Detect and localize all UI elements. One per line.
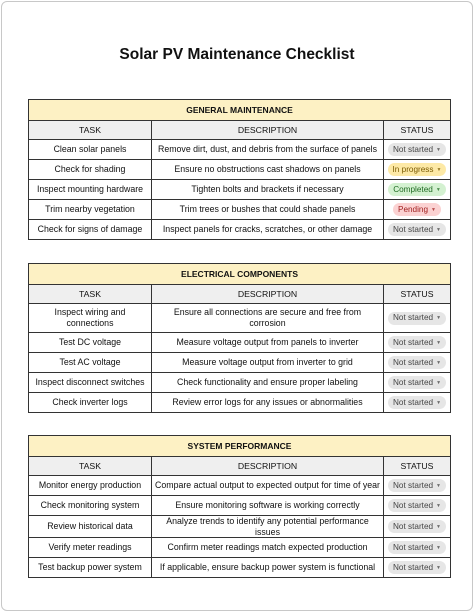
status-label: Not started bbox=[393, 337, 434, 347]
chevron-down-icon: ▼ bbox=[436, 166, 442, 173]
description-cell: Measure voltage output from panels to inverter bbox=[152, 333, 384, 353]
status-dropdown[interactable] bbox=[388, 520, 446, 533]
table-row bbox=[29, 304, 451, 333]
table-row bbox=[29, 538, 451, 558]
description-cell: Confirm meter readings match expected production bbox=[152, 538, 384, 558]
task-cell: Inspect disconnect switches bbox=[29, 373, 152, 393]
table-row bbox=[29, 558, 451, 578]
status-label: In progress bbox=[392, 164, 434, 174]
checklist-page bbox=[1, 1, 473, 611]
status-cell bbox=[384, 180, 451, 200]
task-cell: Inspect wiring and connections bbox=[29, 304, 152, 333]
column-header-task: TASK bbox=[29, 121, 152, 140]
task-cell: Test backup power system bbox=[29, 558, 152, 578]
chevron-down-icon: ▼ bbox=[436, 399, 442, 406]
task-cell: Check inverter logs bbox=[29, 393, 152, 413]
status-label: Not started bbox=[393, 562, 434, 572]
section-heading: GENERAL MAINTENANCE bbox=[29, 100, 451, 121]
task-cell: Trim nearby vegetation bbox=[29, 200, 152, 220]
status-label: Not started bbox=[393, 313, 434, 323]
status-cell bbox=[384, 476, 451, 496]
status-label: Not started bbox=[393, 500, 434, 510]
table-row bbox=[29, 393, 451, 413]
task-cell: Review historical data bbox=[29, 516, 152, 538]
description-cell: Remove dirt, dust, and debris from the surface of panels bbox=[152, 140, 384, 160]
status-cell bbox=[384, 140, 451, 160]
section-general-maintenance bbox=[28, 99, 451, 240]
status-cell bbox=[384, 393, 451, 413]
status-cell bbox=[384, 353, 451, 373]
status-cell bbox=[384, 496, 451, 516]
column-header-status: STATUS bbox=[384, 121, 451, 140]
status-label: Completed bbox=[393, 184, 433, 194]
status-label: Not started bbox=[393, 521, 434, 531]
status-dropdown[interactable] bbox=[388, 143, 446, 156]
status-dropdown[interactable] bbox=[388, 376, 446, 389]
task-cell: Monitor energy production bbox=[29, 476, 152, 496]
section-heading: ELECTRICAL COMPONENTS bbox=[29, 264, 451, 285]
status-dropdown[interactable] bbox=[388, 336, 446, 349]
table-row bbox=[29, 496, 451, 516]
description-cell: Ensure monitoring software is working correctly bbox=[152, 496, 384, 516]
task-cell: Verify meter readings bbox=[29, 538, 152, 558]
status-dropdown[interactable] bbox=[388, 356, 446, 369]
status-dropdown[interactable] bbox=[388, 561, 446, 574]
status-cell bbox=[384, 333, 451, 353]
status-cell bbox=[384, 160, 451, 180]
column-header-task: TASK bbox=[29, 457, 152, 476]
table-row bbox=[29, 333, 451, 353]
page-title: Solar PV Maintenance Checklist bbox=[119, 46, 355, 63]
chevron-down-icon: ▼ bbox=[436, 339, 442, 346]
status-label: Not started bbox=[393, 224, 434, 234]
task-cell: Check for shading bbox=[29, 160, 152, 180]
chevron-down-icon: ▼ bbox=[436, 544, 441, 551]
task-cell: Inspect mounting hardware bbox=[29, 180, 152, 200]
chevron-down-icon: ▼ bbox=[431, 206, 436, 213]
chevron-down-icon: ▼ bbox=[436, 146, 441, 153]
chevron-down-icon: ▼ bbox=[436, 482, 441, 489]
table-row bbox=[29, 516, 451, 538]
status-dropdown[interactable] bbox=[388, 312, 446, 325]
description-cell: Check functionality and ensure proper labeling bbox=[152, 373, 384, 393]
status-dropdown[interactable] bbox=[388, 183, 446, 196]
column-header-status: STATUS bbox=[384, 457, 451, 476]
chevron-down-icon: ▼ bbox=[436, 315, 442, 321]
status-label: Pending bbox=[397, 204, 429, 214]
chevron-down-icon: ▼ bbox=[436, 502, 441, 509]
status-label: Not started bbox=[393, 377, 434, 387]
description-cell: Analyze trends to identify any potential performance issues bbox=[152, 516, 384, 538]
section-electrical-components bbox=[28, 263, 451, 413]
chevron-down-icon: ▼ bbox=[436, 226, 441, 233]
table-row bbox=[29, 160, 451, 180]
status-cell bbox=[384, 200, 451, 220]
table-row bbox=[29, 353, 451, 373]
section-system-performance bbox=[28, 435, 451, 578]
table-row bbox=[29, 373, 451, 393]
description-cell: Inspect panels for cracks, scratches, or other damage bbox=[152, 220, 384, 240]
status-cell bbox=[384, 220, 451, 240]
status-label: Not started bbox=[393, 480, 434, 490]
status-dropdown[interactable] bbox=[388, 541, 446, 554]
chevron-down-icon: ▼ bbox=[435, 186, 441, 193]
status-dropdown[interactable] bbox=[393, 203, 441, 216]
section-heading: SYSTEM PERFORMANCE bbox=[29, 436, 451, 457]
description-cell: Ensure all connections are secure and free from corrosion bbox=[152, 304, 384, 333]
table-row bbox=[29, 220, 451, 240]
description-cell: Ensure no obstructions cast shadows on panels bbox=[152, 160, 384, 180]
chevron-down-icon: ▼ bbox=[436, 564, 441, 571]
chevron-down-icon: ▼ bbox=[436, 379, 442, 386]
task-cell: Check monitoring system bbox=[29, 496, 152, 516]
column-header-task: TASK bbox=[29, 285, 152, 304]
status-dropdown[interactable] bbox=[388, 223, 446, 236]
description-cell: Measure voltage output from inverter to grid bbox=[152, 353, 384, 373]
task-cell: Test DC voltage bbox=[29, 333, 152, 353]
column-header-status: STATUS bbox=[384, 285, 451, 304]
task-cell: Test AC voltage bbox=[29, 353, 152, 373]
status-cell bbox=[384, 516, 451, 538]
column-header-description: DESCRIPTION bbox=[152, 285, 384, 304]
description-cell: Trim trees or bushes that could shade panels bbox=[152, 200, 384, 220]
column-header-description: DESCRIPTION bbox=[152, 457, 384, 476]
description-cell: Review error logs for any issues or abnormalities bbox=[152, 393, 384, 413]
table-row bbox=[29, 476, 451, 496]
status-cell bbox=[384, 538, 451, 558]
description-cell: Compare actual output to expected output for time of year bbox=[152, 476, 384, 496]
table-row bbox=[29, 180, 451, 200]
description-cell: Tighten bolts and brackets if necessary bbox=[152, 180, 384, 200]
status-dropdown[interactable] bbox=[388, 396, 446, 409]
status-label: Not started bbox=[393, 357, 434, 367]
status-label: Not started bbox=[393, 397, 434, 407]
table-row bbox=[29, 200, 451, 220]
description-cell: If applicable, ensure backup power system is functional bbox=[152, 558, 384, 578]
chevron-down-icon: ▼ bbox=[436, 359, 442, 366]
status-label: Not started bbox=[393, 542, 434, 552]
status-dropdown[interactable] bbox=[388, 499, 446, 512]
status-cell bbox=[384, 373, 451, 393]
task-cell: Clean solar panels bbox=[29, 140, 152, 160]
column-header-description: DESCRIPTION bbox=[152, 121, 384, 140]
status-cell bbox=[384, 304, 451, 333]
status-dropdown[interactable] bbox=[388, 163, 447, 176]
status-label: Not started bbox=[393, 144, 434, 154]
task-cell: Check for signs of damage bbox=[29, 220, 152, 240]
table-row bbox=[29, 140, 451, 160]
status-cell bbox=[384, 558, 451, 578]
chevron-down-icon: ▼ bbox=[436, 523, 441, 530]
status-dropdown[interactable] bbox=[388, 479, 446, 492]
